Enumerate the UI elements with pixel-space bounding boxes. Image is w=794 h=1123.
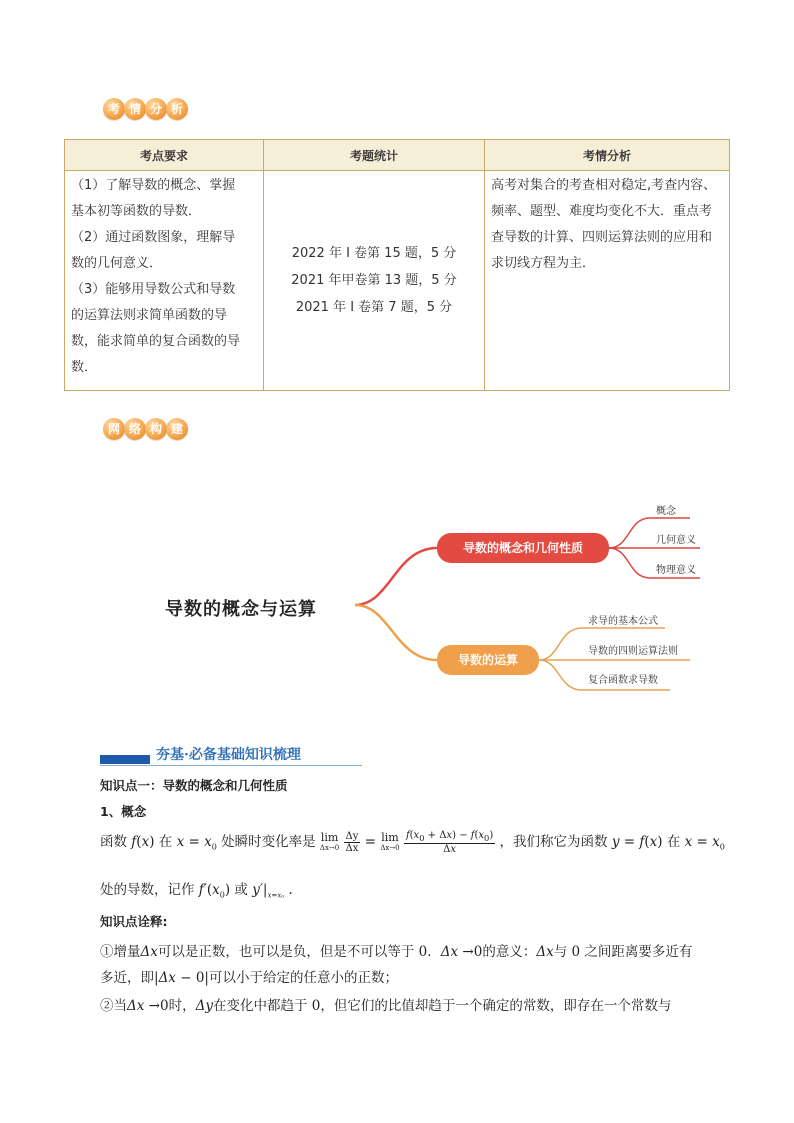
mindmap-leaf: 几何意义 — [656, 535, 696, 546]
text-span: ，我们称它为函数 — [499, 834, 608, 850]
text-span: 函数 — [100, 834, 127, 850]
section-heading-title: 夯基·必备基础知识梳理 — [156, 747, 301, 763]
formula-limit: lim Δx→0 — [319, 830, 340, 852]
mindmap-leaf: 复合函数求导数 — [588, 675, 658, 686]
badge-char: 分 — [145, 98, 167, 120]
cell-line: （2）通过函数图象，理解导 — [71, 230, 236, 245]
section-heading-block — [100, 755, 150, 764]
mindmap-root: 导数的概念与运算 — [165, 599, 317, 620]
section-badge-network — [103, 418, 187, 440]
definition-line-2: 处的导数，记作 $f'(x_0)$ 或 $y'|_{x=x_0}$ . — [100, 882, 293, 900]
formula-limit: lim Δx→0 — [380, 830, 400, 852]
badge-char: 构 — [145, 418, 167, 440]
badge-char: 情 — [124, 98, 146, 120]
knowledge-point-title: 知识点一：导数的概念和几何性质 — [100, 778, 288, 793]
cell-line: 基本初等函数的导数． — [71, 204, 202, 219]
text-span: 在 — [158, 834, 173, 850]
formula-derivative: f′ — [198, 882, 207, 898]
statistics-cell — [264, 171, 485, 391]
section-heading-bar — [100, 747, 362, 766]
formula-fx: f — [131, 834, 137, 850]
cell-line: 2021 年 I 卷第 7 题，5 分 — [295, 300, 453, 315]
cell-line: 2022 年 I 卷第 15 题，5 分 — [291, 246, 457, 261]
table-header: 考点要求 — [65, 140, 264, 171]
formula-fraction: $\frac{f(x_0 + \Delta x) - f(x_0)}{\Delta x}$ — [405, 830, 494, 855]
cell-line: 数． — [71, 360, 98, 375]
badge-char: 析 — [166, 98, 188, 120]
cell-line: 数，能求简单的复合函数的导 — [71, 334, 241, 349]
mindmap-leaf: 导数的四则运算法则 — [588, 646, 678, 657]
badge-char: 建 — [166, 418, 188, 440]
section-badge-exam-analysis — [103, 98, 187, 120]
requirements-cell — [65, 171, 264, 391]
note-line-1: ①增量Δx可以是正数，也可以是负，但是不可以等于 0．Δx →0的意义：Δx与 0 之间距离要多近有 — [100, 944, 693, 960]
mindmap-branch-concept: 导数的概念和几何性质 — [437, 533, 609, 563]
cell-line: 求切线方程为主． — [491, 256, 596, 271]
cell-line: （1）了解导数的概念、掌握 — [71, 178, 236, 193]
mindmap-leaf: 概念 — [656, 506, 676, 517]
leaf-line — [539, 660, 582, 690]
badge-char: 络 — [124, 418, 146, 440]
mindmap-leaf: 求导的基本公式 — [588, 616, 658, 627]
cell-line: 的运算法则求简单函数的导 — [71, 308, 228, 323]
badge-char: 考 — [103, 98, 125, 120]
text-span: ①增量 — [100, 944, 141, 960]
mindmap-leaf: 物理意义 — [656, 565, 696, 576]
branch-line-orange — [355, 605, 437, 660]
subsection-title: 1、概念 — [100, 804, 147, 819]
text-span: 多近，即 — [100, 970, 154, 986]
badge-char: 网 — [103, 418, 125, 440]
definition-line-1: 函数 f(x) 在 $x = x_0$ 处瞬时变化率是 lim Δx→0 $\frac{\Delta y}{\Delta x}$ = lim Δx→0 $\frac{f(x_0 + \Delta x) - f(x_0)}{\Delta x}$ ，我们称它为函数 y = f(x) 在 $x = x_0$ — [100, 830, 725, 855]
leaf-line — [609, 518, 650, 548]
exam-analysis-table — [64, 139, 730, 391]
note-line-2: 多近，即|Δx − 0|可以小于给定的任意小的正数； — [100, 970, 398, 986]
formula-fraction: $\frac{\Delta y}{\Delta x}$ — [345, 831, 359, 854]
leaf-line — [539, 628, 582, 660]
cell-line: 数的几何意义． — [71, 256, 163, 271]
mindmap-branch-operation: 导数的运算 — [437, 645, 539, 675]
cell-line: 高考对集合的考查相对稳定,考查内容、 — [491, 178, 717, 193]
text-span: 可以是正数，也可以是负，但是不可以等于 0． — [157, 944, 441, 960]
text-span: 或 — [234, 882, 248, 898]
cell-line: （3）能够用导数公式和导数 — [71, 282, 236, 297]
cell-line: 2021 年甲卷第 13 题，5 分 — [291, 273, 457, 288]
text-span: 在 — [666, 834, 681, 850]
note-title: 知识点诠释: — [100, 914, 168, 929]
leaf-line — [609, 548, 650, 578]
text-span: ②当 — [100, 998, 127, 1014]
formula-y-prime: y′ — [252, 882, 263, 898]
text-span: 与 0 之间距离要多近有 — [553, 944, 693, 960]
text-span: 时， — [168, 998, 196, 1014]
text-span: 处瞬时变化率是 — [221, 834, 316, 850]
formula-x-eq-x0: x — [176, 834, 185, 850]
table-header: 考情分析 — [485, 140, 730, 171]
text-span: 在变化中都趋于 0，但它们的比值却趋于一个确定的常数，即存在一个常数与 — [212, 998, 672, 1014]
note-line-3: ②当Δx →0时，Δy在变化中都趋于 0，但它们的比值却趋于一个确定的常数，即存在一个常数与 — [100, 998, 672, 1014]
analysis-cell — [485, 171, 730, 391]
cell-line: 查导数的计算、四则运算法则的应用和 — [491, 230, 713, 245]
text-span: 的意义： — [482, 944, 537, 960]
branch-line-red — [355, 548, 437, 605]
table-header: 考题统计 — [264, 140, 485, 171]
text-span: 处的导数，记作 — [100, 882, 195, 898]
text-span: 可以小于给定的任意小的正数； — [208, 970, 398, 986]
cell-line: 频率、题型、难度均变化不大．重点考 — [491, 204, 713, 219]
